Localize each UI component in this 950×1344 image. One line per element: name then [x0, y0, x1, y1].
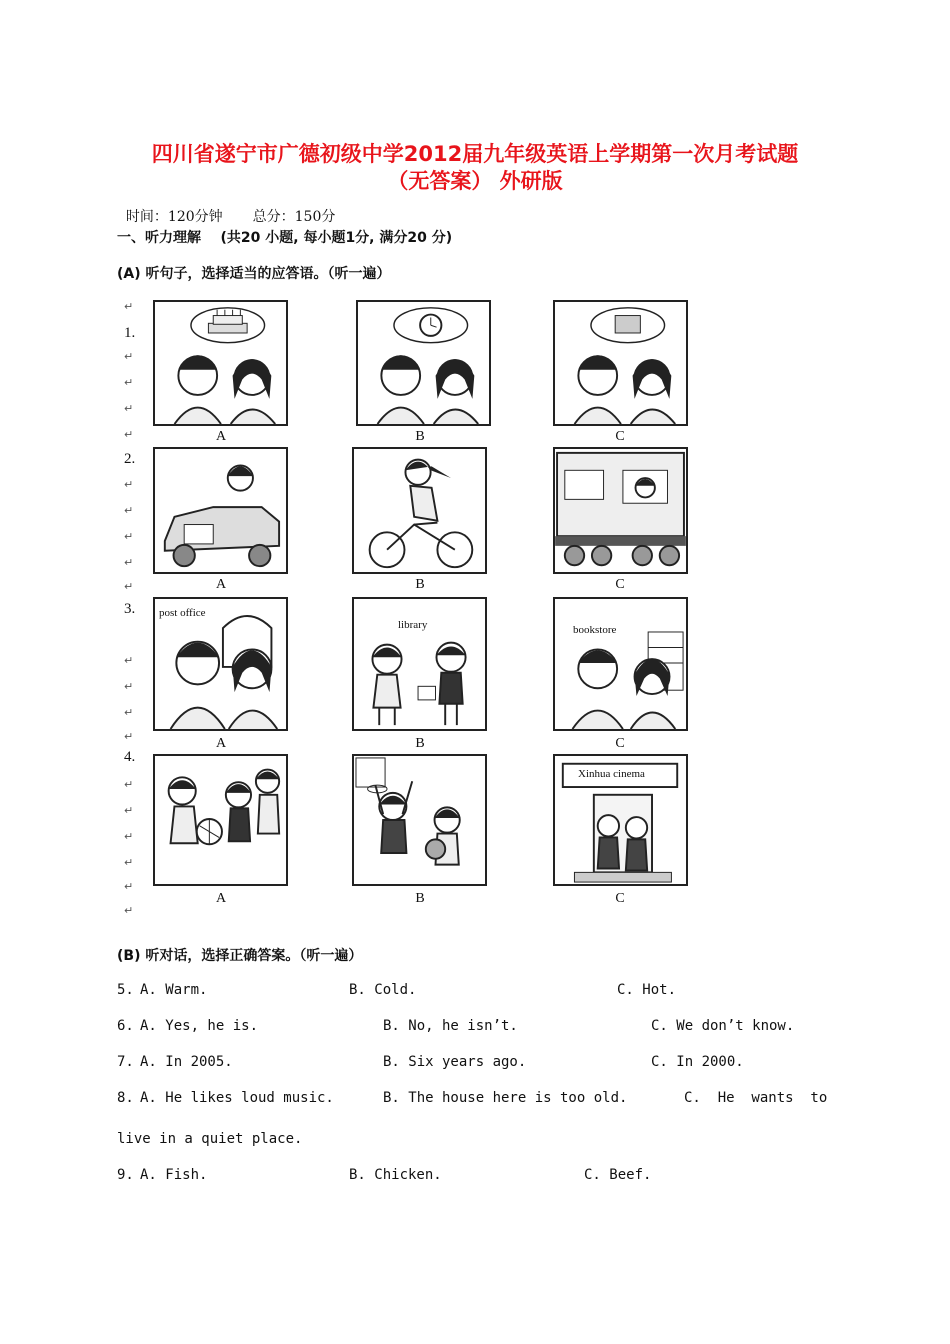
question-option-b: B. The house here is too old.	[383, 1090, 628, 1106]
option-label: B	[415, 429, 425, 444]
picture-2b	[352, 447, 487, 574]
question-option-a: A. Warm.	[140, 982, 208, 998]
option-label: C	[615, 577, 625, 592]
boys-playing-basketball-illustration	[354, 756, 485, 884]
picture-2a	[153, 447, 288, 574]
question-option-c: C. Hot.	[617, 982, 677, 998]
document-title-line2: （无答案） 外研版	[387, 169, 563, 193]
option-label: C	[615, 891, 625, 906]
picture-3b	[352, 597, 487, 731]
picture-question-number: 4.	[124, 749, 136, 765]
paragraph-mark: ↵	[124, 856, 134, 869]
paragraph-mark: ↵	[124, 804, 134, 817]
question-option-c: C. In 2000.	[651, 1054, 744, 1070]
boy-girl-birthday-cake-illustration	[155, 302, 286, 424]
part-b-instruction: (B) 听对话，选择正确答案。（听一遍）	[117, 948, 363, 964]
question-option-c: C. He wants to	[684, 1090, 828, 1106]
paragraph-mark: ↵	[124, 428, 134, 441]
paragraph-mark: ↵	[124, 706, 134, 719]
picture-1a	[153, 300, 288, 426]
question-option-c: C. We don’t know.	[651, 1018, 795, 1034]
sign-text: library	[398, 619, 428, 631]
question-option-a: A. In 2005.	[140, 1054, 233, 1070]
picture-1b	[356, 300, 491, 426]
paragraph-mark: ↵	[124, 300, 134, 313]
paragraph-mark: ↵	[124, 402, 134, 415]
section-heading: 一、听力理解 (共20 小题, 每小题1分, 满分20 分)	[117, 230, 453, 246]
boy-girl-bookstore-illustration	[555, 599, 686, 729]
picture-4b	[352, 754, 487, 886]
question-option-c-continued: live in a quiet place.	[117, 1131, 303, 1147]
paragraph-mark: ↵	[124, 680, 134, 693]
option-label: B	[415, 577, 425, 592]
total-score-label: 总分：150分	[252, 209, 336, 225]
question-number: 7.	[117, 1054, 134, 1070]
paragraph-mark: ↵	[124, 530, 134, 543]
option-label: B	[415, 736, 425, 751]
question-option-b: B. Six years ago.	[383, 1054, 527, 1070]
paragraph-mark: ↵	[124, 904, 134, 917]
paragraph-mark: ↵	[124, 556, 134, 569]
paragraph-mark: ↵	[124, 376, 134, 389]
picture-question-number: 1.	[124, 325, 136, 341]
paragraph-mark: ↵	[124, 504, 134, 517]
girl-riding-bicycle-illustration	[354, 449, 485, 572]
girl-driving-car-illustration	[155, 449, 286, 572]
sign-text: bookstore	[573, 624, 617, 636]
paragraph-mark: ↵	[124, 778, 134, 791]
option-label: B	[415, 891, 425, 906]
question-option-a: A. Yes, he is.	[140, 1018, 259, 1034]
picture-3c	[553, 597, 688, 731]
question-option-b: B. No, he isn’t.	[383, 1018, 518, 1034]
question-number: 5.	[117, 982, 134, 998]
question-option-a: A. Fish.	[140, 1167, 208, 1183]
question-number: 8.	[117, 1090, 134, 1106]
boy-girl-clock-illustration	[358, 302, 489, 424]
option-label: A	[215, 429, 227, 444]
paragraph-mark: ↵	[124, 654, 134, 667]
picture-2c	[553, 447, 688, 574]
boy-girl-book-illustration	[555, 302, 686, 424]
picture-question-number: 2.	[124, 451, 136, 467]
sign-text: Xinhua cinema	[578, 768, 645, 780]
girl-on-train-illustration	[555, 449, 686, 572]
sign-text: post office	[159, 607, 206, 619]
time-label: 时间：120分钟	[125, 209, 223, 225]
part-a-instruction: (A) 听句子，选择适当的应答语。（听一遍）	[117, 266, 391, 282]
time-info	[117, 190, 335, 226]
paragraph-mark: ↵	[124, 880, 134, 893]
picture-4a	[153, 754, 288, 886]
paragraph-mark: ↵	[124, 350, 134, 363]
option-label: A	[215, 736, 227, 751]
paragraph-mark: ↵	[124, 580, 134, 593]
paragraph-mark: ↵	[124, 730, 134, 743]
picture-question-number: 3.	[124, 601, 136, 617]
document-title-line1: 四川省遂宁市广德初级中学2012届九年级英语上学期第一次月考试题	[151, 142, 799, 166]
option-label: C	[615, 429, 625, 444]
paragraph-mark: ↵	[124, 478, 134, 491]
picture-1c	[553, 300, 688, 426]
question-option-b: B. Cold.	[349, 982, 417, 998]
question-option-c: C. Beef.	[584, 1167, 652, 1183]
option-label: C	[615, 736, 625, 751]
paragraph-mark: ↵	[124, 830, 134, 843]
question-number: 9.	[117, 1167, 134, 1183]
question-option-a: A. He likes loud music.	[140, 1090, 334, 1106]
boys-playing-football-illustration	[155, 756, 286, 884]
question-number: 6.	[117, 1018, 134, 1034]
question-option-b: B. Chicken.	[349, 1167, 442, 1183]
option-label: A	[215, 891, 227, 906]
option-label: A	[215, 577, 227, 592]
